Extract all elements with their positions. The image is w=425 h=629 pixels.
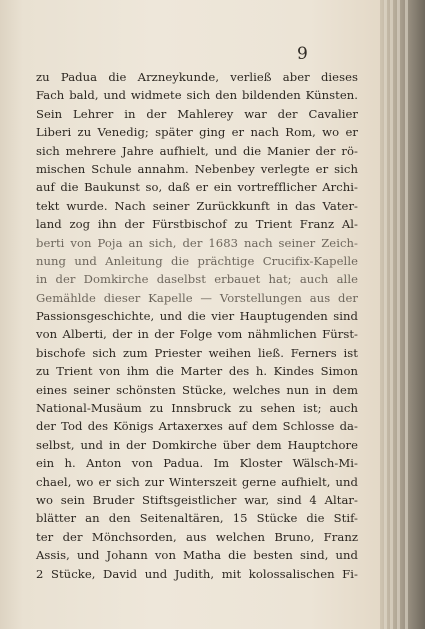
page-leaf — [384, 0, 387, 629]
page-number: 9 — [297, 44, 308, 64]
text-line: National-Musäum zu Innsbruck zu sehen ist; auch — [36, 401, 358, 416]
text-line: chael, wo er sich zur Winterszeit gerne aufhielt, und — [36, 474, 358, 489]
text-line: mischen Schule annahm. Nebenbey verlegte er sich — [36, 161, 358, 176]
text-line: eines seiner schönsten Stücke, welches nun in dem — [36, 382, 358, 397]
text-line: tekt wurde. Nach seiner Zurückkunft in das Vater- — [36, 198, 358, 213]
text-line: zu Padua die Arzneykunde, verließ aber dieses — [36, 70, 358, 84]
text-line: berti von Poja an sich, der 1683 nach seiner Zeich- — [36, 235, 358, 250]
page-leaf — [405, 0, 408, 629]
text-line: Gemählde dieser Kapelle — Vorstellungen aus der — [36, 290, 358, 305]
text-line: sich mehrere Jahre aufhielt, und die Manier der rö- — [36, 143, 358, 158]
text-line: von Alberti, der in der Folge vom nähmlichen Fürst- — [36, 327, 358, 342]
text-line: ter der Mönchsorden, aus welchen Bruno, Franz — [36, 529, 358, 544]
text-line: ein h. Anton von Padua. Im Kloster Wälsch-Mi- — [36, 456, 358, 471]
text-line: Liberi zu Venedig; später ging er nach Rom, wo er — [36, 125, 358, 140]
text-line: land zog ihn der Fürstbischof zu Trient Franz Al- — [36, 217, 358, 232]
text-line: der Tod des Königs Artaxerxes auf dem Schlosse da- — [36, 419, 358, 434]
body-text — [36, 68, 358, 583]
text-line: Sein Lehrer in der Mahlerey war der Cavalier — [36, 106, 358, 121]
text-line: in der Domkirche daselbst erbauet hat; auch alle — [36, 272, 358, 287]
text-line: Assis, und Johann von Matha die besten sind, und — [36, 548, 358, 563]
page-edge-stack — [380, 0, 425, 629]
text-line: 2 Stücke, David und Judith, mit kolossalischen Fi- — [36, 566, 358, 581]
text-line: zu Trient von ihm die Marter des h. Kindes Simon — [36, 364, 358, 379]
text-line: selbst, und in der Domkirche über dem Hauptchore — [36, 437, 358, 452]
text-line: nung und Anleitung die prächtige Crucifix-Kapelle — [36, 253, 358, 268]
text-line: Passionsgeschichte, und die vier Hauptugenden sind — [36, 309, 358, 324]
text-line: auf die Baukunst so, daß er ein vortrefflicher Archi- — [36, 180, 358, 195]
text-line: blätter an den Seitenaltären, 15 Stücke die Stif- — [36, 511, 358, 526]
text-line: wo sein Bruder Stiftsgeistlicher war, sind 4 Altar- — [36, 492, 358, 507]
text-line: bischofe sich zum Priester weihen ließ. Ferners ist — [36, 345, 358, 360]
page-leaf — [390, 0, 393, 629]
page-leaf — [397, 0, 400, 629]
text-line: Fach bald, und widmete sich den bildenden Künsten. — [36, 88, 358, 103]
